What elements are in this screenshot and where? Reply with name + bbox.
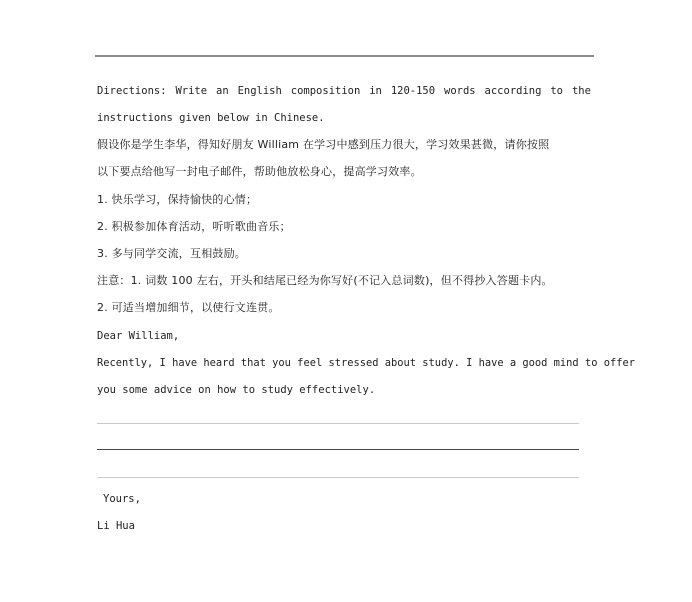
directions-line-2: instructions given below in Chinese. xyxy=(97,112,325,124)
directions-word: the xyxy=(571,85,591,97)
directions-word: composition xyxy=(290,85,361,97)
point-item: 1. 快乐学习，保持愉快的心情； xyxy=(97,193,258,206)
directions-word: Directions: xyxy=(97,85,167,97)
directions-word: English xyxy=(237,85,282,97)
point-item: 3. 多与同学交流，互相鼓励。 xyxy=(97,247,246,260)
note-item: 2. 可适当增加细节，以使行文连贯。 xyxy=(97,301,280,314)
answer-line xyxy=(97,449,579,450)
closing: Yours, xyxy=(103,493,141,505)
answer-line xyxy=(97,477,579,478)
chinese-intro-line-1: 假设你是学生李华，得知好朋友 William 在学习中感到压力很大，学习效果甚微，请你按照 xyxy=(97,138,550,151)
directions-word: an xyxy=(216,85,229,97)
chinese-intro-line-2: 以下要点给他写一封电子邮件，帮助他放松身心，提高学习效率。 xyxy=(97,165,422,178)
salutation: Dear William, xyxy=(97,330,180,342)
point-item: 2. 积极参加体育活动，听听歌曲音乐； xyxy=(97,220,291,233)
note-item: 注意：1. 词数 100 左右，开头和结尾已经为你写好(不记入总词数)，但不得抄入答题卡内。 xyxy=(97,274,553,287)
answer-line xyxy=(97,423,579,424)
directions-word: to xyxy=(550,85,564,97)
directions-word: 120-150 xyxy=(390,85,436,97)
signature: Li Hua xyxy=(97,520,135,532)
header-rule xyxy=(95,55,594,57)
directions-word: Write xyxy=(175,85,208,97)
directions-word: words xyxy=(444,85,476,97)
letter-body-line-2: you some advice on how to study effectively. xyxy=(97,384,376,396)
directions-word: in xyxy=(369,85,382,97)
directions-word: according xyxy=(484,85,542,97)
directions-line-1 xyxy=(97,84,591,98)
letter-body-line-1: Recently, I have heard that you feel stressed about study. I have a good mind to offer xyxy=(97,357,635,369)
